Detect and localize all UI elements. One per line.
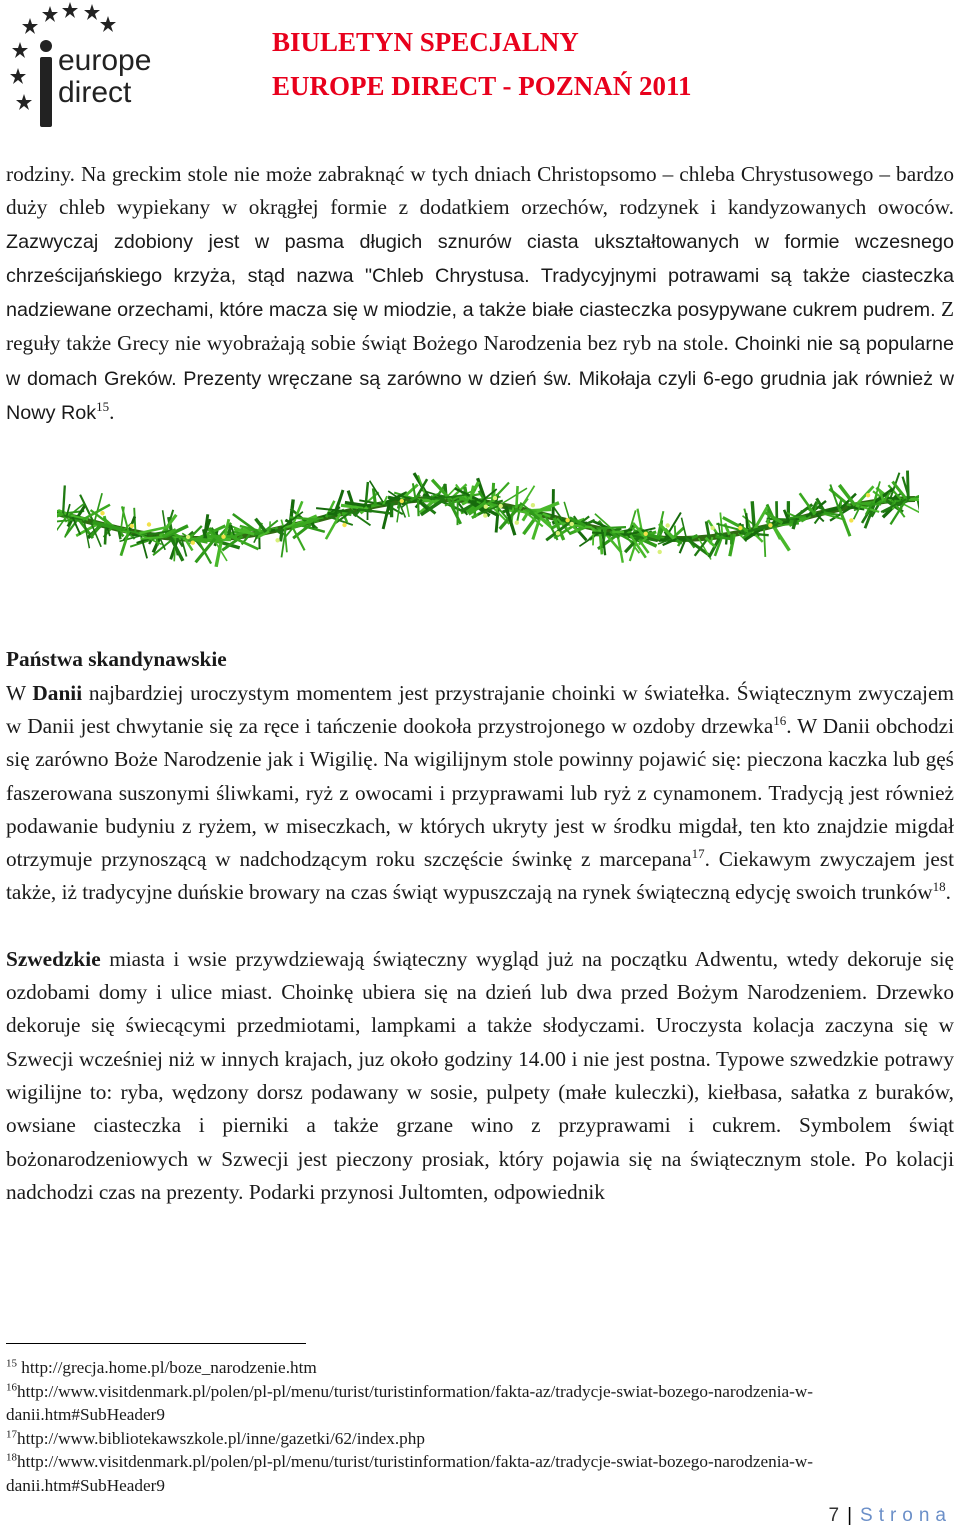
logo-europe-text: europe xyxy=(58,44,152,77)
page-number-value: 7 xyxy=(828,1505,840,1526)
bulletin-header xyxy=(272,20,692,108)
text-segment: rodziny. Na greckim stole nie może zabraknąć w tych dniach Christopsomo – chleba Chrystusowego – bardzo duży chleb wypiekany w okrągłej formie z dodatkiem orzechów, rodzynek i kandyzowanych owoców. xyxy=(6,162,954,220)
pine-garland-image xyxy=(57,463,919,571)
section-title: Państwa skandynawskie xyxy=(6,647,227,672)
logo-direct-text: direct xyxy=(58,76,132,109)
page-divider: | xyxy=(847,1505,853,1526)
text-segment: . xyxy=(109,400,115,425)
text-segment: . W Danii obchodzi się zarówno Boże Narodzenie jak i Wigilię. xyxy=(6,713,954,772)
footnote-separator xyxy=(6,1343,306,1344)
footnote-ref: 17 xyxy=(691,846,705,862)
header-line-1: BIULETYN SPECJALNY xyxy=(272,27,579,57)
text-segment: Tradycyjnymi potrawami są także ciasteczka nadziewane orzechami, które macza się w miodzie, a także białe ciasteczka posypywane cukrem pudrem. xyxy=(6,264,954,322)
text-segment: Typowe szwedzkie potrawy wigilijne to: ryba, wędzony dorsz podawany w sosie, pulpety (małe kuleczki), kiełbasa, sałatka z buraków, owsiane ciasteczka i pierniki a także grzane wino z przyprawami i cukrem. Symbolem świąt bożonarodzeniowych w Szwecji jest pieczony prosiak, który pojawia się na świątecznym stole. Po kolacji nadchodzi czas na prezenty. Podarki przynosi Jultomten, odpowiednik xyxy=(6,1046,954,1204)
paragraph-sweden xyxy=(6,943,954,1209)
footnote-text: http://www.visitdenmark.pl/polen/pl-pl/menu/turist/turistinformation/fakta-az/tradycje-swiat-bozego-narodzenia-w-danii.htm#SubHeader9 xyxy=(6,1452,813,1495)
footnote-text: http://www.visitdenmark.pl/polen/pl-pl/menu/turist/turistinformation/fakta-az/tradycje-swiat-bozego-narodzenia-w-danii.htm#SubHeader9 xyxy=(6,1381,813,1424)
text-segment: Z reguły także Grecy nie wyobrażają sobie świąt Bożego Narodzenia bez ryb na stole. xyxy=(6,297,954,356)
text-segment: W xyxy=(6,680,33,705)
footnote-number: 17 xyxy=(6,1427,17,1440)
paragraph-scandinavia xyxy=(6,643,954,909)
text-segment: najbardziej uroczystym momentem jest przystrajanie choinki w światełka. Świątecznym zwyczajem w Danii jest chwytanie się za ręce i tańczenie dookoła przystrojonego w ozdoby drzewka xyxy=(6,680,954,738)
footnotes xyxy=(6,1356,954,1497)
text-bold: Danii xyxy=(32,680,83,705)
text-segment: . Ciekawym zwyczajem jest także, iż tradycyjne duńskie browary na czas świąt wypuszczają na rynek świąteczną edycję swoich trunków xyxy=(6,847,954,905)
text-segment: Na wigilijnym stole powinny pojawić się: pieczona kaczka lub gęś faszerowana suszonymi śliwkami, ryż z owocami i przyprawami lub ryż z cynamonem. xyxy=(6,747,954,805)
footnote-16 xyxy=(6,1380,954,1427)
footnote-number: 16 xyxy=(6,1380,17,1393)
footnote-18 xyxy=(6,1450,954,1497)
footnote-17 xyxy=(6,1427,954,1451)
footnote-number: 18 xyxy=(6,1451,17,1464)
footnote-text: http://www.bibliotekawszkole.pl/inne/gazetki/62/index.php xyxy=(17,1428,425,1448)
page-word: Strona xyxy=(860,1505,952,1526)
text-segment: Tradycją jest również podawanie budyniu z ryżem, w miseczkach, w których ukryty jest w środku migdał, ten kto znajdzie migdał otrzymuje przynoszącą w nadchodzącym roku szczęście świnkę z marcepana xyxy=(6,780,954,872)
text-segment: Choinki nie są popularne w domach Greków. Prezenty wręczane są zarówno w dzień św. Mikołaja czyli 6-ego grudnia jak również w Nowy Rok xyxy=(6,333,954,425)
footnote-ref: 16 xyxy=(773,712,787,728)
footnote-number: 15 xyxy=(6,1357,17,1370)
europe-direct-logo xyxy=(8,2,158,130)
text-segment: miasta i wsie przywdziewają świąteczny wygląd już na początku Adwentu, wtedy dekoruje się ozdobami domy i ulice miast. Choinkę ubiera się na dzień lub dwa przed Bożym Narodzeniem. Drzewko dekoruje się świecącymi przedmiotami, lampkami a także słodyczami. Uroczysta kolacja zaczyna się w Szwecji wcześniej niż w innych krajach, juz około godziny 14.00 i nie jest postna. xyxy=(6,946,954,1071)
text-segment: Zazwyczaj zdobiony jest w pasma długich sznurów ciasta ukształtowanych w formie wczesnego chrześcijańskiego krzyża, stąd nazwa "Chleb Chrystusa. xyxy=(6,230,954,287)
page-number xyxy=(829,1505,953,1527)
footnote-ref: 18 xyxy=(932,879,946,895)
text-bold: Szwedzkie xyxy=(6,946,101,971)
article-body xyxy=(6,158,954,1209)
footnote-text: http://grecja.home.pl/boze_narodzenie.htm xyxy=(17,1358,317,1377)
header-line-2: EUROPE DIRECT - POZNAŃ 2011 xyxy=(272,71,692,101)
text-segment: . xyxy=(945,880,951,905)
footnote-ref: 15 xyxy=(96,398,110,414)
footnote-15 xyxy=(6,1356,954,1380)
paragraph-greece xyxy=(6,158,954,430)
